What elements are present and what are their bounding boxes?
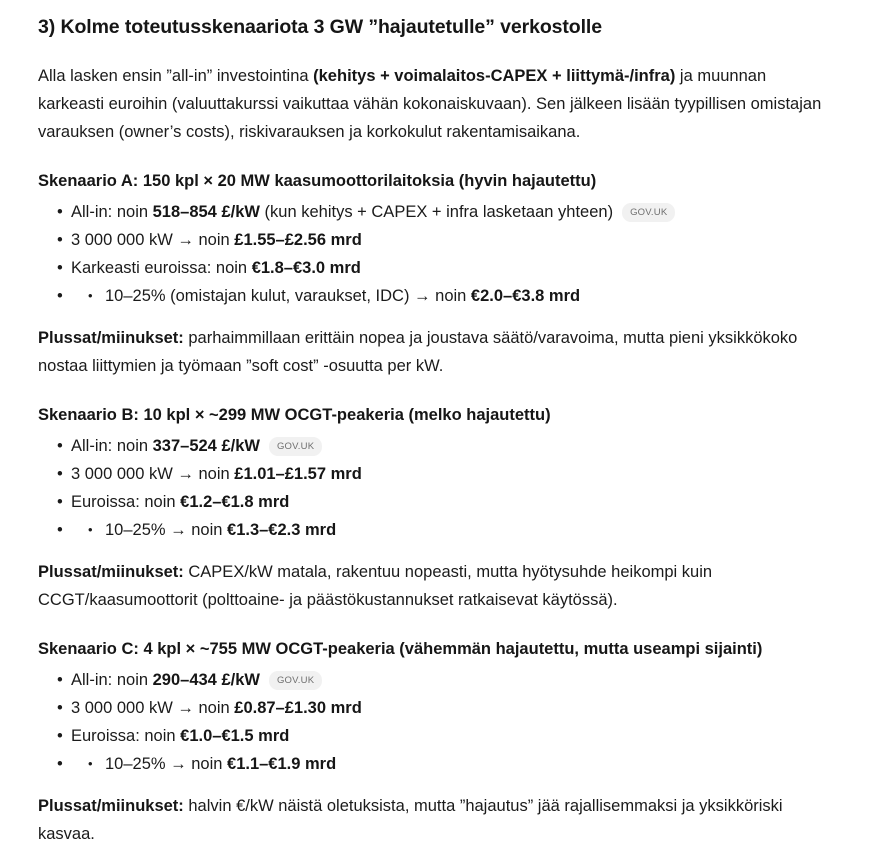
scenario-summary — [38, 792, 825, 848]
citation-badge[interactable]: GOV.UK — [622, 203, 675, 222]
scenario-c — [38, 636, 825, 848]
bullet-icon: • — [57, 287, 63, 306]
sub-bullet-icon: • — [88, 522, 93, 538]
bullet-icon: • — [57, 671, 63, 690]
list-item-text: 3 000 000 kW → noin — [71, 465, 235, 484]
intro-text-part1: Alla lasken ensin ”all-in” investointina — [38, 67, 314, 86]
list-item-text: Euroissa: noin — [71, 493, 181, 512]
scenario-summary-text: halvin €/kW näistä oletuksista, mutta ”hajautus” jää rajallisemmaksi ja yksikköriski kasvaa. — [38, 797, 783, 844]
page-title: 3) Kolme toteutusskenaariota 3 GW ”hajautetulle” verkostolle — [38, 16, 602, 38]
list-item-value: £0.87–£1.30 mrd — [234, 699, 362, 718]
citation-badge[interactable]: GOV.UK — [269, 437, 322, 456]
scenario-title: Skenaario A: 150 kpl × 20 MW kaasumoottorilaitoksia (hyvin hajautettu) — [38, 172, 597, 191]
bullet-icon: • — [57, 231, 63, 250]
list-item — [38, 694, 825, 722]
list-item — [38, 722, 825, 750]
scenario-title: Skenaario B: 10 kpl × ~299 MW OCGT-peakeria (melko hajautettu) — [38, 406, 551, 425]
list-item-text: 10–25% → noin — [105, 755, 228, 774]
list-item-text: 3 000 000 kW → noin — [71, 231, 235, 250]
list-item — [38, 666, 825, 694]
list-item — [38, 488, 825, 516]
list-item-value: €1.0–€1.5 mrd — [180, 727, 290, 746]
scenario-summary-text: CAPEX/kW matala, rakentuu nopeasti, mutta hyötysuhde heikompi kuin CCGT/kaasumoottorit (polttoaine- ja päästökustannukset ratkaisevat käytössä). — [38, 563, 713, 610]
list-item-text: 10–25% (omistajan kulut, varaukset, IDC) → noin — [105, 287, 471, 306]
list-item-text: 3 000 000 kW → noin — [71, 699, 235, 718]
intro-text-part2: ja muunnan karkeasti euroihin (valuuttakurssi vaikuttaa vähän kokonaiskuvaan). Sen jälkeen lisään tyypillisen omistajan varauksen (owner’s costs), riskivarauksen ja korkokulut rakentamisaikana. — [38, 67, 822, 142]
list-item — [38, 432, 825, 460]
scenario-bullet-list — [38, 666, 825, 778]
list-item-value: 337–524 £/kW — [152, 437, 260, 456]
sub-bullet-icon: • — [88, 756, 93, 772]
list-item-text: All-in: noin — [71, 203, 153, 222]
list-item — [38, 198, 825, 226]
list-item — [38, 282, 825, 310]
bullet-icon: • — [57, 727, 63, 746]
bullet-icon: • — [57, 755, 63, 774]
list-item-value: €1.3–€2.3 mrd — [227, 521, 337, 540]
bullet-icon: • — [57, 521, 63, 540]
list-item-value: €1.8–€3.0 mrd — [251, 259, 361, 278]
list-item-value: £1.55–£2.56 mrd — [234, 231, 362, 250]
list-item-text-suffix: (kun kehitys + CAPEX + infra lasketaan yhteen) — [259, 203, 614, 222]
list-item-text: 10–25% → noin — [105, 521, 228, 540]
list-item-value: £1.01–£1.57 mrd — [234, 465, 362, 484]
scenario-a — [38, 168, 825, 380]
scenario-bullet-list — [38, 198, 825, 310]
list-item-value: €2.0–€3.8 mrd — [470, 287, 581, 306]
bullet-icon: • — [57, 699, 63, 718]
list-item — [38, 516, 825, 544]
scenario-list — [38, 168, 825, 848]
intro-paragraph — [38, 62, 825, 146]
bullet-icon: • — [57, 259, 63, 278]
list-item-text: Karkeasti euroissa: noin — [71, 259, 252, 278]
bullet-icon: • — [57, 493, 63, 512]
bullet-icon: • — [57, 203, 63, 222]
scenario-summary-label: Plussat/miinukset: — [38, 563, 184, 582]
citation-badge[interactable]: GOV.UK — [269, 671, 322, 690]
scenario-summary-label: Plussat/miinukset: — [38, 797, 184, 816]
sub-bullet-icon: • — [88, 288, 93, 304]
list-item-value: €1.1–€1.9 mrd — [227, 755, 337, 774]
list-item-value: €1.2–€1.8 mrd — [180, 493, 290, 512]
scenario-bullet-list — [38, 432, 825, 544]
list-item — [38, 750, 825, 778]
bullet-icon: • — [57, 437, 63, 456]
list-item — [38, 460, 825, 488]
list-item-text: All-in: noin — [71, 437, 153, 456]
scenario-title: Skenaario C: 4 kpl × ~755 MW OCGT-peakeria (vähemmän hajautettu, mutta useampi sijainti) — [38, 640, 763, 659]
intro-bold-phrase: (kehitys + voimalaitos-CAPEX + liittymä-/infra) — [313, 67, 676, 86]
list-item — [38, 254, 825, 282]
scenario-b — [38, 402, 825, 614]
scenario-summary — [38, 324, 825, 380]
list-item — [38, 226, 825, 254]
scenario-summary-label: Plussat/miinukset: — [38, 329, 184, 348]
list-item-value: 518–854 £/kW — [152, 203, 260, 222]
scenario-summary — [38, 558, 825, 614]
scenario-summary-text: parhaimmillaan erittäin nopea ja joustava säätö/varavoima, mutta pieni yksikkökoko nostaa liittymien ja työmaan ”soft cost” -osuutta per kW. — [38, 329, 798, 376]
bullet-icon: • — [57, 465, 63, 484]
list-item-text: All-in: noin — [71, 671, 153, 690]
list-item-value: 290–434 £/kW — [152, 671, 260, 690]
list-item-text: Euroissa: noin — [71, 727, 181, 746]
